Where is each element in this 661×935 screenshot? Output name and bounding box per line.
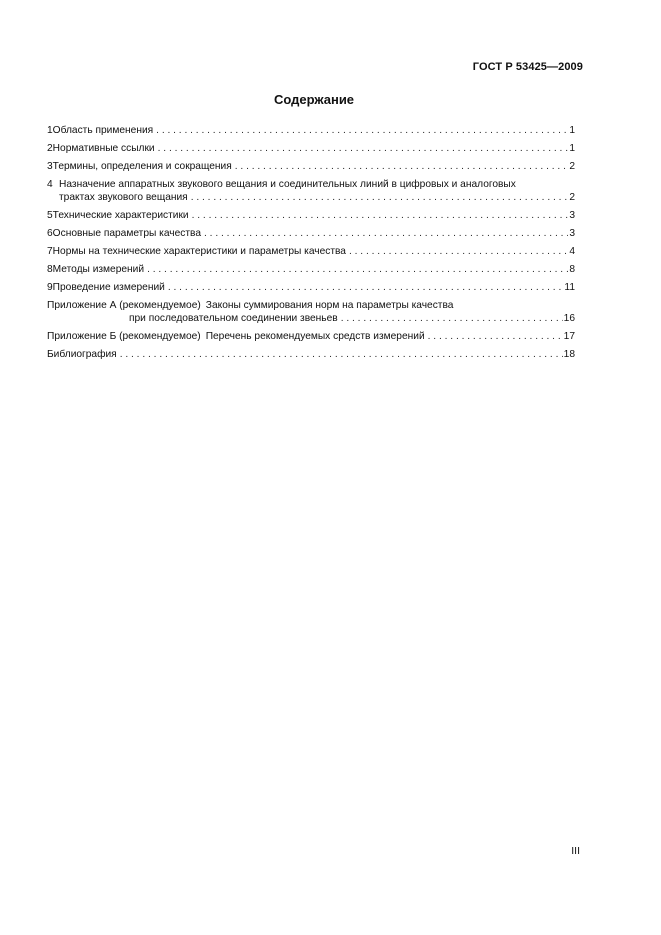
toc-entry-number: 1: [47, 125, 53, 136]
toc-entry-9[interactable]: [47, 281, 575, 294]
toc-entry-page: 3: [569, 228, 575, 239]
appendix-title: Законы суммирования норм на параметры качества: [205, 300, 454, 311]
dot-leader: [191, 191, 569, 204]
dot-leader: [349, 245, 568, 258]
toc-entry-text: Библиография: [47, 349, 117, 360]
toc-entry-number: 4: [47, 179, 53, 190]
document-code: ГОСТ Р 53425—2009: [472, 61, 583, 73]
dot-leader: [168, 281, 564, 294]
toc-entry-text: Термины, определения и сокращения: [52, 161, 232, 172]
dot-leader: [428, 330, 563, 343]
toc-entry-number: 7: [47, 246, 53, 257]
toc-entry-page: 3: [569, 210, 575, 221]
toc-entry-6[interactable]: [47, 227, 575, 240]
toc-entry-text: Нормы на технические характеристики и параметры качества: [52, 246, 346, 257]
toc-entry-bibliography[interactable]: [47, 348, 575, 361]
toc-entry-page: 2: [569, 192, 575, 203]
dot-leader: [235, 160, 569, 173]
toc-entry-3[interactable]: [47, 160, 575, 173]
toc-entry-text: Проведение измерений: [52, 282, 165, 293]
appendix-title: Перечень рекомендуемых средств измерений: [205, 331, 425, 342]
toc-entry-text: Основные параметры качества: [52, 228, 201, 239]
toc-entry-appendix-b[interactable]: [47, 330, 575, 343]
dot-leader: [156, 124, 568, 137]
toc-entry-number: 8: [47, 264, 53, 275]
table-of-contents: [47, 124, 575, 366]
dot-leader: [120, 348, 563, 361]
toc-entry-text: Назначение аппаратных звукового вещания и соединительных линий в цифровых и аналоговых: [59, 179, 516, 190]
toc-entry-number: 5: [47, 210, 53, 221]
toc-entry-page: 11: [564, 282, 575, 293]
toc-entry-number: 6: [47, 228, 53, 239]
toc-entry-page: 17: [563, 331, 575, 342]
page-number: III: [571, 845, 580, 857]
appendix-label: Приложение Б (рекомендуемое): [47, 331, 201, 342]
toc-entry-page: 18: [563, 349, 575, 360]
toc-entry-4[interactable]: [47, 178, 575, 204]
appendix-label: Приложение А (рекомендуемое): [47, 300, 201, 311]
toc-entry-7[interactable]: [47, 245, 575, 258]
toc-entry-1[interactable]: [47, 124, 575, 137]
toc-entry-appendix-a[interactable]: [47, 299, 575, 325]
toc-entry-5[interactable]: [47, 209, 575, 222]
toc-entry-number: 9: [47, 282, 53, 293]
toc-entry-number: 2: [47, 143, 53, 154]
toc-entry-text: Область применения: [52, 125, 154, 136]
toc-entry-text-continued: трактах звукового вещания: [59, 192, 188, 203]
toc-entry-page: 4: [569, 246, 575, 257]
dot-leader: [147, 263, 568, 276]
toc-entry-8[interactable]: [47, 263, 575, 276]
dot-leader: [158, 142, 569, 155]
dot-leader: [204, 227, 568, 240]
toc-entry-2[interactable]: [47, 142, 575, 155]
dot-leader: [341, 312, 563, 325]
toc-entry-page: 2: [569, 161, 575, 172]
toc-entry-page: 1: [569, 143, 575, 154]
toc-entry-text: Нормативные ссылки: [52, 143, 155, 154]
toc-entry-page: 1: [569, 125, 575, 136]
toc-entry-number: 3: [47, 161, 53, 172]
toc-entry-page: 8: [569, 264, 575, 275]
toc-entry-text: Технические характеристики: [52, 210, 189, 221]
toc-title: Содержание: [273, 92, 355, 107]
dot-leader: [192, 209, 569, 222]
toc-entry-text: Методы измерений: [52, 264, 145, 275]
toc-entry-page: 16: [563, 313, 575, 324]
appendix-title-continued: при последовательном соединении звеньев: [129, 313, 338, 324]
